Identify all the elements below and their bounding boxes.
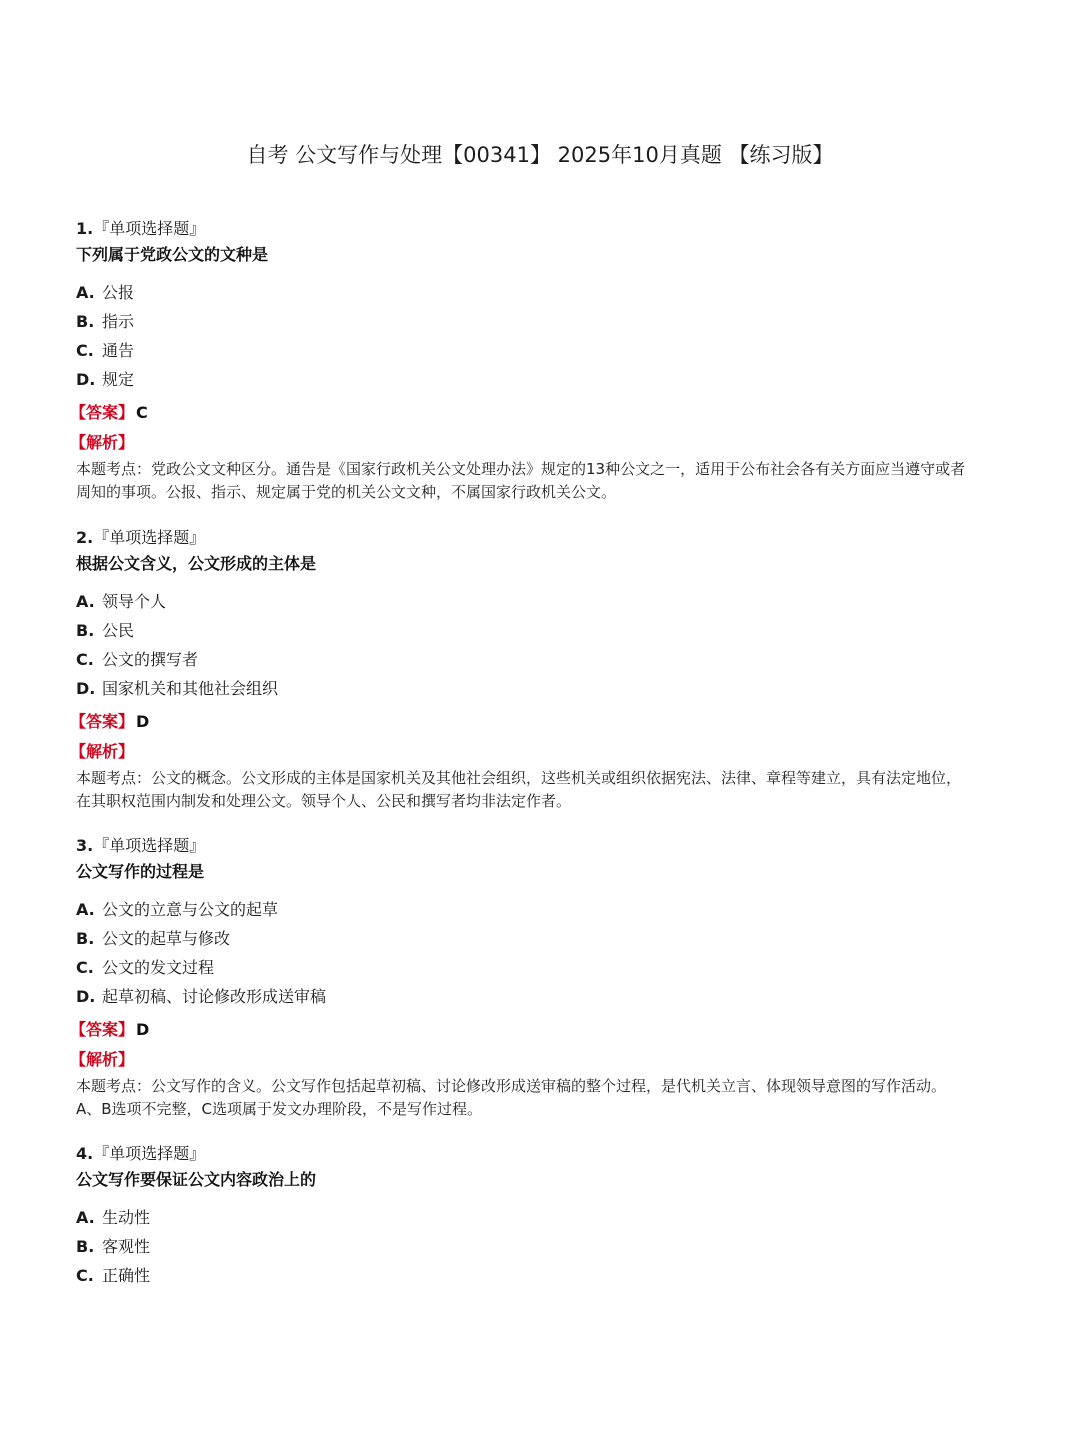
question-type: 『单项选择题』 xyxy=(93,219,206,238)
option-letter: A. xyxy=(76,283,95,302)
option-list xyxy=(76,587,976,703)
option-letter: D. xyxy=(76,987,96,1006)
option-text: 公文的发文过程 xyxy=(102,958,215,977)
option-text: 生动性 xyxy=(102,1208,151,1227)
question-3 xyxy=(70,833,976,1121)
question-stem: 公文写作要保证公文内容政治上的 xyxy=(76,1170,317,1189)
option-d xyxy=(76,674,976,703)
option-a xyxy=(76,278,976,307)
option-letter: A. xyxy=(76,1208,95,1227)
option-text: 领导个人 xyxy=(102,592,167,611)
analysis-text: 本题考点：公文写作的含义。公文写作包括起草初稿、讨论修改形成送审稿的整个过程，是代机关立言、体现领导意图的写作活动。A、B选项不完整，C选项属于发文办理阶段，不是写作过程。 xyxy=(76,1077,947,1118)
option-text: 公报 xyxy=(102,283,135,302)
option-text: 正确性 xyxy=(102,1266,151,1285)
answer-label: 【答案】 xyxy=(70,1020,135,1039)
option-letter: A. xyxy=(76,900,95,919)
option-d xyxy=(76,365,976,394)
question-stem: 公文写作的过程是 xyxy=(76,862,205,881)
question-4 xyxy=(76,1141,976,1290)
option-a xyxy=(76,587,976,616)
option-a xyxy=(76,1203,976,1232)
analysis-label-text: 【解析】 xyxy=(70,433,135,452)
question-1 xyxy=(70,216,976,504)
option-c xyxy=(76,953,976,982)
question-number: 2. xyxy=(76,528,94,547)
option-letter: C. xyxy=(76,1266,94,1285)
question-header xyxy=(76,525,976,551)
option-list xyxy=(76,1203,976,1290)
analysis-text: 本题考点：公文的概念。公文形成的主体是国家机关及其他社会组织，这些机关或组织依据宪法、法律、章程等建立，具有法定地位，在其职权范围内制发和处理公文。领导个人、公民和撰写者均非法定作者。 xyxy=(76,769,962,810)
option-letter: B. xyxy=(76,929,95,948)
question-number: 4. xyxy=(76,1144,94,1163)
option-list xyxy=(76,895,976,1011)
option-c xyxy=(76,336,976,365)
option-b xyxy=(76,307,976,336)
option-letter: A. xyxy=(76,592,95,611)
option-letter: C. xyxy=(76,958,94,977)
option-letter: B. xyxy=(76,312,95,331)
answer-line xyxy=(70,1015,976,1045)
option-text: 指示 xyxy=(102,312,135,331)
option-c xyxy=(76,645,976,674)
analysis-label-text: 【解析】 xyxy=(70,742,135,761)
question-number: 3. xyxy=(76,836,94,855)
option-a xyxy=(76,895,976,924)
document-title: 自考 公文写作与处理【00341】 2025年10月真题 【练习版】 xyxy=(246,143,834,167)
answer-label: 【答案】 xyxy=(70,403,135,422)
analysis-label xyxy=(70,737,976,767)
analysis-text: 本题考点：党政公文文种区分。通告是《国家行政机关公文处理办法》规定的13种公文之一，适用于公布社会各有关方面应当遵守或者周知的事项。公报、指示、规定属于党的机关公文文种，不属国家行政机关公文。 xyxy=(76,460,966,501)
option-b xyxy=(76,924,976,953)
answer-value: D xyxy=(136,1020,150,1039)
question-stem: 下列属于党政公文的文种是 xyxy=(76,245,269,264)
question-number: 1. xyxy=(76,219,94,238)
option-text: 客观性 xyxy=(102,1237,151,1256)
option-text: 公文的立意与公文的起草 xyxy=(102,900,279,919)
question-stem: 根据公文含义，公文形成的主体是 xyxy=(76,554,317,573)
question-header xyxy=(76,1141,976,1167)
option-letter: C. xyxy=(76,650,94,669)
option-letter: D. xyxy=(76,679,96,698)
option-list xyxy=(76,278,976,394)
question-type: 『单项选择题』 xyxy=(93,836,206,855)
question-type: 『单项选择题』 xyxy=(93,1144,206,1163)
option-b xyxy=(76,1232,976,1261)
option-c xyxy=(76,1261,976,1290)
analysis-label xyxy=(70,1045,976,1075)
answer-value: D xyxy=(136,712,150,731)
option-d xyxy=(76,982,976,1011)
option-text: 国家机关和其他社会组织 xyxy=(102,679,279,698)
option-text: 起草初稿、讨论修改形成送审稿 xyxy=(102,987,327,1006)
answer-label: 【答案】 xyxy=(70,712,135,731)
option-text: 公文的撰写者 xyxy=(102,650,199,669)
option-b xyxy=(76,616,976,645)
answer-line xyxy=(70,707,976,737)
answer-value: C xyxy=(136,403,148,422)
question-header xyxy=(76,216,976,242)
question-2 xyxy=(70,525,976,813)
option-letter: B. xyxy=(76,1237,95,1256)
question-header xyxy=(76,833,976,859)
option-letter: D. xyxy=(76,370,96,389)
analysis-label-text: 【解析】 xyxy=(70,1050,135,1069)
option-text: 公民 xyxy=(102,621,135,640)
answer-line xyxy=(70,398,976,428)
analysis-label xyxy=(70,428,976,458)
option-letter: C. xyxy=(76,341,94,360)
option-text: 公文的起草与修改 xyxy=(102,929,231,948)
option-letter: B. xyxy=(76,621,95,640)
option-text: 通告 xyxy=(102,341,135,360)
option-text: 规定 xyxy=(102,370,135,389)
question-type: 『单项选择题』 xyxy=(93,528,206,547)
